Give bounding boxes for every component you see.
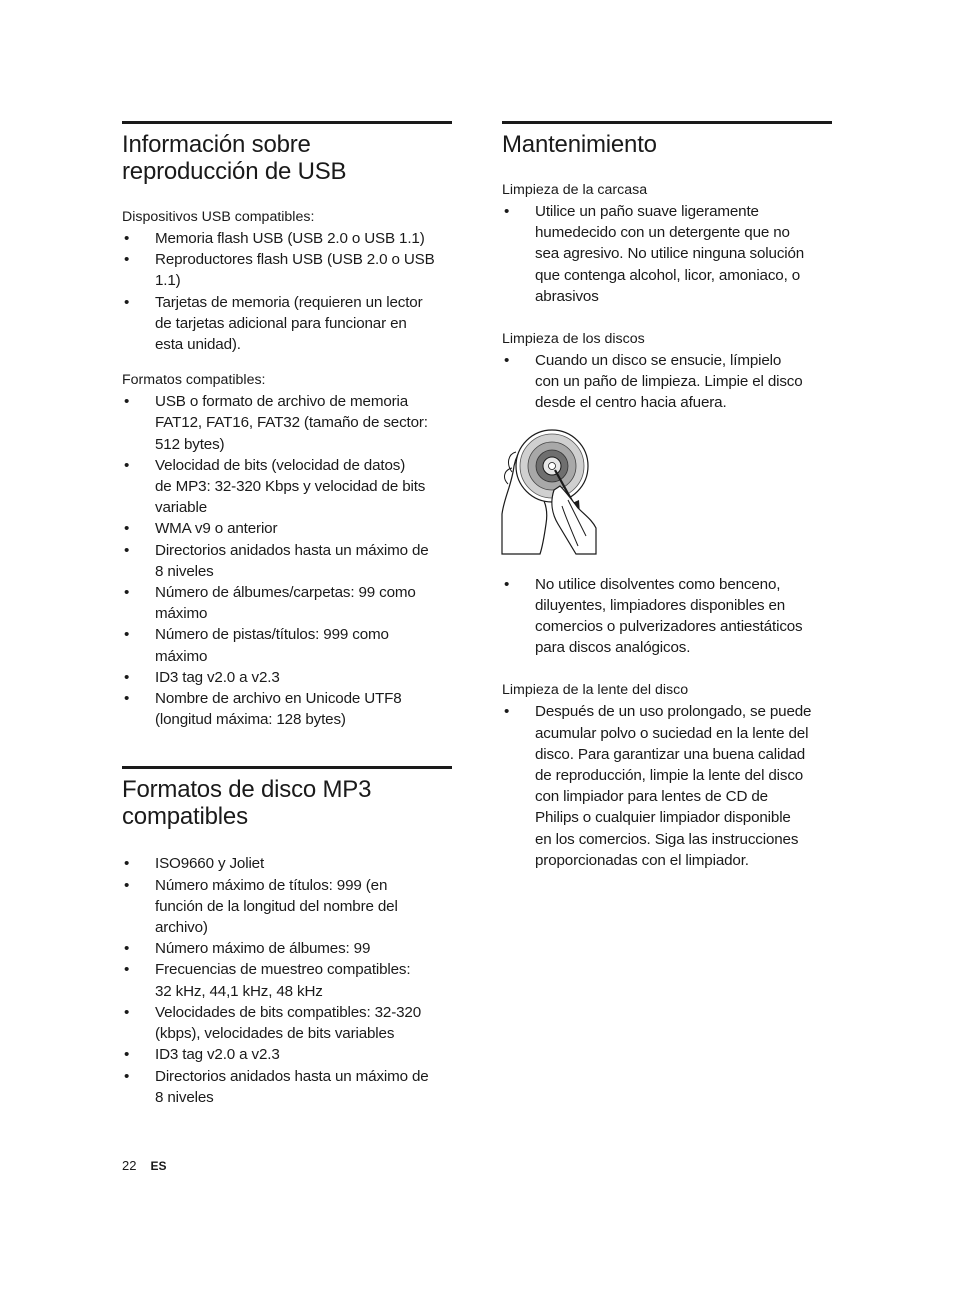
list-item-line: diluyentes, limpiadores disponibles en	[535, 596, 786, 614]
list-item	[122, 853, 452, 874]
list-item	[122, 582, 452, 624]
bullet-glyph: •	[124, 520, 130, 538]
list-item-line: con limpiador para lentes de CD de	[535, 788, 768, 806]
list-item-line: Directorios anidados hasta un máximo de	[155, 541, 429, 559]
list-item	[122, 1066, 452, 1108]
bullet-glyph: •	[124, 668, 130, 686]
bullet-glyph: •	[124, 584, 130, 602]
list-item	[122, 875, 452, 939]
list-item	[122, 667, 452, 688]
bullet-glyph: •	[124, 393, 130, 411]
maintenance-title: Mantenimiento	[502, 131, 657, 158]
list-item-line: Cuando un disco se ensucie, límpielo	[535, 352, 782, 370]
usb-devices-list	[122, 228, 452, 355]
list-item-line: de reproducción, limpie la lente del disco	[535, 767, 804, 785]
bullet-glyph: •	[124, 690, 130, 708]
bullet-glyph: •	[124, 293, 130, 311]
list-item-line: de tarjetas adicional para funcionar en	[155, 314, 407, 332]
list-item-line: humedecido con un detergente que no	[535, 224, 790, 242]
list-item-line: Reproductores flash USB (USB 2.0 o USB	[155, 251, 435, 269]
mp3-formats-list	[122, 853, 452, 1107]
list-item	[122, 228, 452, 249]
list-item	[502, 350, 832, 414]
list-item-line: archivo)	[155, 919, 208, 937]
list-item	[122, 1044, 452, 1065]
list-item-line: Nombre de archivo en Unicode UTF8	[155, 690, 402, 708]
list-item	[122, 455, 452, 519]
list-item	[502, 574, 832, 659]
bullet-glyph: •	[504, 575, 510, 593]
lens-heading: Limpieza de la lente del disco	[502, 682, 689, 699]
list-item-line: acumular polvo o suciedad en la lente del	[535, 724, 809, 742]
list-item-line: disco. Para garantizar una buena calidad	[535, 745, 806, 763]
list-item-line: 512 bytes)	[155, 435, 225, 453]
bullet-glyph: •	[124, 855, 130, 873]
list-item-line: (kbps), velocidades de bits variables	[155, 1025, 395, 1043]
hand-cleaning-disc-icon	[500, 428, 602, 558]
list-item	[122, 959, 452, 1001]
list-item-line: Número máximo de álbumes: 99	[155, 940, 371, 958]
bullet-glyph: •	[504, 352, 510, 370]
casing-heading: Limpieza de la carcasa	[502, 182, 648, 198]
list-item-line: ID3 tag v2.0 a v2.3	[155, 1046, 280, 1064]
list-item-line: 8 niveles	[155, 1088, 214, 1106]
list-item-line: Memoria flash USB (USB 2.0 o USB 1.1)	[155, 230, 425, 247]
bullet-glyph: •	[504, 703, 510, 721]
list-item	[122, 518, 452, 539]
list-item-line: que contenga alcohol, licor, amoniaco, o	[535, 266, 801, 284]
usb-formats-heading: Formatos compatibles:	[122, 372, 266, 389]
page-footer	[122, 1158, 166, 1173]
bullet-glyph: •	[124, 940, 130, 958]
discs-heading: Limpieza de los discos	[502, 331, 645, 348]
list-item-line: No utilice disolventes como benceno,	[535, 575, 781, 593]
bullet-glyph: •	[124, 626, 130, 644]
list-item	[122, 249, 452, 291]
list-item	[122, 624, 452, 666]
list-item-line: variable	[155, 499, 207, 517]
mp3-section-title: Formatos de disco MP3 compatibles	[122, 776, 372, 831]
left-column	[122, 121, 452, 1108]
list-item-line: Directorios anidados hasta un máximo de	[155, 1067, 429, 1085]
list-item-line: Utilice un paño suave ligeramente	[535, 203, 759, 220]
usb-formats-list	[122, 391, 452, 730]
bullet-glyph: •	[124, 251, 130, 269]
list-item-line: Velocidad de bits (velocidad de datos)	[155, 456, 406, 474]
lens-list	[502, 701, 832, 871]
discs-list	[502, 350, 832, 414]
list-item-line: (longitud máxima: 128 bytes)	[155, 711, 346, 729]
list-item-line: Número máximo de títulos: 999 (en	[155, 876, 388, 894]
usb-devices-heading: Dispositivos USB compatibles:	[122, 209, 315, 225]
list-item-line: Velocidades de bits compatibles: 32-320	[155, 1003, 422, 1021]
list-item	[122, 1002, 452, 1044]
list-item-line: sea agresivo. No utilice ninguna solución	[535, 245, 805, 263]
bullet-glyph: •	[124, 230, 130, 247]
list-item-line: con un paño de limpieza. Limpie el disco	[535, 373, 803, 391]
list-item-line: ISO9660 y Joliet	[155, 855, 265, 873]
discs-list-after-figure	[502, 574, 832, 659]
bullet-glyph: •	[124, 456, 130, 474]
list-item-line: función de la longitud del nombre del	[155, 897, 398, 915]
list-item-line: de MP3: 32-320 Kbps y velocidad de bits	[155, 478, 426, 496]
list-item-line: FAT12, FAT16, FAT32 (tamaño de sector:	[155, 414, 428, 432]
bullet-glyph: •	[124, 1046, 130, 1064]
list-item-line: desde el centro hacia afuera.	[535, 394, 727, 412]
list-item-line: Número de pistas/títulos: 999 como	[155, 626, 389, 644]
list-item-line: Frecuencias de muestreo compatibles:	[155, 961, 411, 979]
list-item-line: 32 kHz, 44,1 kHz, 48 kHz	[155, 982, 323, 1000]
list-item-line: proporcionadas con el limpiador.	[535, 851, 749, 869]
bullet-glyph: •	[124, 541, 130, 559]
list-item-line: máximo	[155, 605, 208, 623]
section-rule	[502, 121, 832, 124]
list-item-line: 8 niveles	[155, 562, 214, 580]
list-item	[502, 201, 832, 307]
list-item-line: esta unidad).	[155, 336, 241, 354]
list-item	[122, 391, 452, 455]
list-item	[122, 688, 452, 730]
bullet-glyph: •	[124, 1003, 130, 1021]
list-item	[122, 540, 452, 582]
list-item-line: Número de álbumes/carpetas: 99 como	[155, 584, 416, 602]
usb-section-title: Información sobre reproducción de USB	[122, 131, 347, 185]
list-item-line: máximo	[155, 647, 208, 665]
language-code: ES	[150, 1159, 167, 1173]
list-item-line: comercios o pulverizadores antiestáticos	[535, 618, 803, 636]
bullet-glyph: •	[124, 961, 130, 979]
list-item-line: Tarjetas de memoria (requieren un lector	[155, 293, 423, 311]
page-number: 22	[122, 1158, 137, 1173]
list-item-line: ID3 tag v2.0 a v2.3	[155, 668, 280, 686]
list-item	[122, 938, 452, 959]
list-item-line: en los comercios. Siga las instrucciones	[535, 830, 799, 848]
list-item-line: Philips o cualquier limpiador disponible	[535, 809, 791, 827]
bullet-glyph: •	[504, 203, 510, 220]
section-rule	[122, 766, 452, 769]
list-item-line: para discos analógicos.	[535, 639, 691, 657]
list-item-line: 1.1)	[155, 272, 181, 290]
bullet-glyph: •	[124, 876, 130, 894]
section-rule	[122, 121, 452, 124]
list-item-line: abrasivos	[535, 287, 599, 305]
list-item-line: WMA v9 o anterior	[155, 520, 278, 538]
bullet-glyph: •	[124, 1067, 130, 1085]
list-item-line: Después de un uso prolongado, se puede	[535, 703, 812, 721]
list-item-line: USB o formato de archivo de memoria	[155, 393, 409, 411]
list-item	[502, 701, 832, 871]
list-item	[122, 292, 452, 356]
casing-list	[502, 201, 832, 307]
